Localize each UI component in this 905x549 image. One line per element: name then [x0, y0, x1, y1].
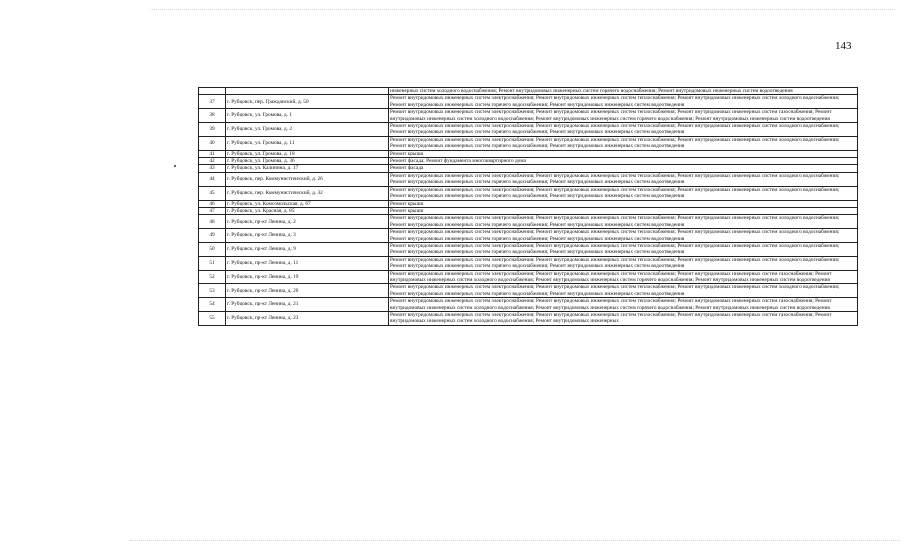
row-address: г. Рубцовск, ул. Громова, д. 36 [226, 158, 389, 165]
row-address [226, 88, 389, 95]
table-row [199, 186, 858, 200]
row-address: г. Рубцовск, пр-кт Ленина, д. 11 [226, 256, 389, 270]
row-works: Ремонт внутридомовых инженерных систем электроснабжения; Ремонт внутридомовых инженерных систем теплоснабжения; Ремонт внутридомовых инженерных систем холодного водоснабжения; Ремонт внутридомовых инженерных систем горячего водоснабжения; Ремонт внутридомовых инженерных систем водоотведения [389, 123, 858, 137]
row-address: г. Рубцовск, ул. Громова, д. 2 [226, 123, 389, 137]
table-row [199, 150, 858, 157]
scan-edge-bottom [130, 540, 900, 541]
row-works: Ремонт внутридомовых инженерных систем электроснабжения; Ремонт внутридомовых инженерных систем теплоснабжения; Ремонт внутридомовых инженерных систем холодного водоснабжения; Ремонт внутридомовых инженерных систем горячего водоснабжения; Ремонт внутридомовых инженерных систем водоотведения [389, 186, 858, 200]
row-address: г. Рубцовск, ул. Громова, д. 1 [226, 109, 389, 123]
row-number: 41 [199, 150, 226, 157]
repair-works-table [198, 87, 858, 326]
row-works: Ремонт фасада; Ремонт фундамента многоквартирного дома [389, 158, 858, 165]
table-row [199, 229, 858, 243]
table-row [199, 123, 858, 137]
row-address: г. Рубцовск, пер. Коммунистический, д. 32 [226, 186, 389, 200]
page-number: 143 [835, 40, 852, 52]
table-body [199, 88, 858, 326]
row-works: Ремонт крыши [389, 200, 858, 207]
table-row [199, 136, 858, 150]
row-number: 37 [199, 95, 226, 109]
table-row [199, 298, 858, 312]
table-row [199, 200, 858, 207]
row-address: г. Рубцовск, ул. Красная, д. 85 [226, 207, 389, 214]
table-row [199, 172, 858, 186]
row-works: Ремонт внутридомовых инженерных систем электроснабжения; Ремонт внутридомовых инженерных систем теплоснабжения; Ремонт внутридомовых инженерных систем газоснабжения; Ремонт внутридомовых инженерных систем холодного водоснабжения; Ремонт внутридомовых инженерных систем горячего водоснабжения; Ремонт внутридомовых инженерных систем водоотведения [389, 270, 858, 284]
row-address: г. Рубцовск, пер. Коммунистический, д. 26 [226, 172, 389, 186]
row-number: 54 [199, 298, 226, 312]
table-row [199, 88, 858, 95]
table-row [199, 270, 858, 284]
row-address: г. Рубцовск, пер. Гражданский, д. 50 [226, 95, 389, 109]
row-number: 51 [199, 256, 226, 270]
table-row [199, 109, 858, 123]
row-number: 55 [199, 312, 226, 326]
table-row [199, 284, 858, 298]
row-number: 42 [199, 158, 226, 165]
row-number: 50 [199, 242, 226, 256]
row-works: Ремонт внутридомовых инженерных систем электроснабжения; Ремонт внутридомовых инженерных систем теплоснабжения; Ремонт внутридомовых инженерных систем холодного водоснабжения; Ремонт внутридомовых инженерных систем горячего водоснабжения; Ремонт внутридомовых инженерных систем водоотведения [389, 256, 858, 270]
row-number: 47 [199, 207, 226, 214]
row-works: Ремонт крыши [389, 150, 858, 157]
row-number: 49 [199, 229, 226, 243]
row-works: Ремонт внутридомовых инженерных систем электроснабжения; Ремонт внутридомовых инженерных систем теплоснабжения; Ремонт внутридомовых инженерных систем холодного водоснабжения; Ремонт внутридомовых инженерных систем горячего водоснабжения; Ремонт внутридомовых инженерных систем водоотведения [389, 136, 858, 150]
table-row [199, 165, 858, 172]
row-number: 39 [199, 123, 226, 137]
scan-speck [174, 165, 176, 167]
row-works: Ремонт внутридомовых инженерных систем электроснабжения; Ремонт внутридомовых инженерных систем теплоснабжения; Ремонт внутридомовых инженерных систем холодного водоснабжения; Ремонт внутридомовых инженерных систем горячего водоснабжения; Ремонт внутридомовых инженерных систем водоотведения [389, 284, 858, 298]
scan-edge-top [150, 9, 895, 10]
row-number: 43 [199, 165, 226, 172]
row-works: Ремонт внутридомовых инженерных систем электроснабжения; Ремонт внутридомовых инженерных систем теплоснабжения; Ремонт внутридомовых инженерных систем холодного водоснабжения; Ремонт внутридомовых инженерных систем горячего водоснабжения; Ремонт внутридомовых инженерных систем водоотведения [389, 95, 858, 109]
table-row [199, 207, 858, 214]
row-works: Ремонт внутридомовых инженерных систем электроснабжения; Ремонт внутридомовых инженерных систем теплоснабжения; Ремонт внутридомовых инженерных систем газоснабжения; Ремонт внутридомовых инженерных систем холодного водоснабжения; Ремонт внутридомовых инженерных систем горячего водоснабжения; Ремонт внутридомовых инженерных систем водоотведения [389, 109, 858, 123]
row-works: Ремонт внутридомовых инженерных систем электроснабжения; Ремонт внутридомовых инженерных систем теплоснабжения; Ремонт внутридомовых инженерных систем газоснабжения; Ремонт внутридомовых инженерных систем холодного водоснабжения; Ремонт внутридомовых инженерных [389, 312, 858, 326]
row-address: г. Рубцовск, пр-кт Ленина, д. 23 [226, 312, 389, 326]
row-address: г. Рубцовск, ул. Калинина, д. 17 [226, 165, 389, 172]
row-address: г. Рубцовск, пр-кт Ленина, д. 2 [226, 215, 389, 229]
table-row [199, 242, 858, 256]
row-works: Ремонт внутридомовых инженерных систем электроснабжения; Ремонт внутридомовых инженерных систем теплоснабжения; Ремонт внутридомовых инженерных систем холодного водоснабжения; Ремонт внутридомовых инженерных систем горячего водоснабжения; Ремонт внутридомовых инженерных систем водоотведения [389, 242, 858, 256]
table-row [199, 256, 858, 270]
row-number: 40 [199, 136, 226, 150]
row-address: г. Рубцовск, ул. Громова, д. 11 [226, 136, 389, 150]
table-row [199, 158, 858, 165]
row-works: Ремонт внутридомовых инженерных систем электроснабжения; Ремонт внутридомовых инженерных систем теплоснабжения; Ремонт внутридомовых инженерных систем холодного водоснабжения; Ремонт внутридомовых инженерных систем горячего водоснабжения; Ремонт внутридомовых инженерных систем водоотведения [389, 215, 858, 229]
table-row [199, 95, 858, 109]
row-works: Ремонт фасада [389, 165, 858, 172]
table-row [199, 312, 858, 326]
row-works: Ремонт внутридомовых инженерных систем электроснабжения; Ремонт внутридомовых инженерных систем теплоснабжения; Ремонт внутридомовых инженерных систем холодного водоснабжения; Ремонт внутридомовых инженерных систем горячего водоснабжения; Ремонт внутридомовых инженерных систем водоотведения [389, 229, 858, 243]
row-number: 52 [199, 270, 226, 284]
row-number: 53 [199, 284, 226, 298]
row-address: г. Рубцовск, пр-кт Ленина, д. 9 [226, 242, 389, 256]
row-address: г. Рубцовск, пр-кт Ленина, д. 19 [226, 270, 389, 284]
row-works: инженерных систем холодного водоснабжения; Ремонт внутридомовых инженерных систем горячего водоснабжения; Ремонт внутридомовых инженерных систем водоотведения [389, 88, 858, 95]
row-number: 44 [199, 172, 226, 186]
row-works: Ремонт внутридомовых инженерных систем электроснабжения; Ремонт внутридомовых инженерных систем теплоснабжения; Ремонт внутридомовых инженерных систем газоснабжения; Ремонт внутридомовых инженерных систем холодного водоснабжения; Ремонт внутридомовых инженерных систем горячего водоснабжения; Ремонт внутридомовых инженерных систем водоотведения [389, 298, 858, 312]
row-number: 45 [199, 186, 226, 200]
table-row [199, 215, 858, 229]
row-address: г. Рубцовск, пр-кт Ленина, д. 3 [226, 229, 389, 243]
row-number: 38 [199, 109, 226, 123]
row-address: г. Рубцовск, ул. Комсомольская, д. 67 [226, 200, 389, 207]
row-address: г. Рубцовск, ул. Громова, д. 18 [226, 150, 389, 157]
row-address: г. Рубцовск, пр-кт Ленина, д. 20 [226, 284, 389, 298]
row-address: г. Рубцовск, пр-кт Ленина, д. 21 [226, 298, 389, 312]
row-number: 46 [199, 200, 226, 207]
row-number [199, 88, 226, 95]
row-works: Ремонт крыши [389, 207, 858, 214]
row-works: Ремонт внутридомовых инженерных систем электроснабжения; Ремонт внутридомовых инженерных систем теплоснабжения; Ремонт внутридомовых инженерных систем холодного водоснабжения; Ремонт внутридомовых инженерных систем горячего водоснабжения; Ремонт внутридомовых инженерных систем водоотведения [389, 172, 858, 186]
row-number: 48 [199, 215, 226, 229]
